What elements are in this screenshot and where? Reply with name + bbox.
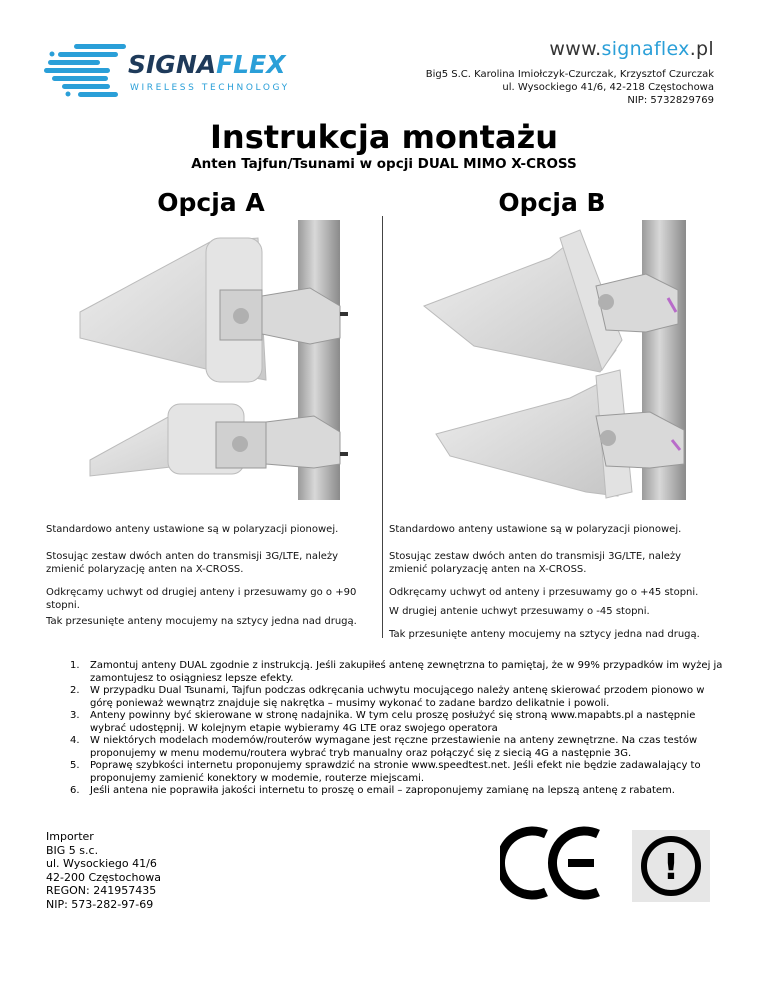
importer-info [46,830,161,911]
option-a-text-4: Tak przesunięte anteny mocujemy na sztycy jedna nad drugą. [46,616,357,627]
list-item [56,710,726,735]
logo-tagline: WIRELESS TECHNOLOGY [130,83,290,93]
url-highlight: signaflex [601,38,690,60]
importer-line: 42-200 Częstochowa [46,870,161,884]
company-info [426,68,714,107]
company-line: Big5 S.C. Karolina Imiołczyk-Czurczak, Krzysztof Czurczak [425,69,714,80]
logo-brand-right: FLEX [216,50,286,79]
logo-brand-left: SIGNA [128,50,217,79]
importer-line: BIG 5 s.c. [46,843,99,857]
option-b-text-4: W drugiej antenie uchwyt przesuwamy o -45 stopni. [389,606,650,617]
option-b-text-1: Standardowo anteny ustawione są w polaryzacji pionowej. [389,524,682,535]
list-item [56,660,726,685]
option-b-photo [410,220,710,500]
list-item [56,735,726,760]
logo-stripes [44,44,126,97]
option-b-text-3: Odkręcamy uchwyt od anteny i przesuwamy go o +45 stopni. [389,587,699,598]
ce-mark-icon [500,826,604,900]
step-text: W przypadku Dual Tsunami, Tajfun podczas odkręcania uchwytu mocującego należy antenę skierować przodem pionowo w górę ponieważ wewnątrz znajduje się nakrętka – musimy wykonać to zadane bardzo delikatnie i powoli. [90,685,705,709]
option-b-text-2: Stosując zestaw dwóch anten do transmisji 3G/LTE, należy zmienić polaryzację anten na X-CROSS. [389,551,682,575]
page-subtitle: Anten Tajfun/Tsunami w opcji DUAL MIMO X-CROSS [191,156,577,172]
warning-symbol: ! [662,847,680,888]
importer-line: ul. Wysockiego 41/6 [46,857,157,870]
step-text: Zamontuj anteny DUAL zgodnie z instrukcją. Jeśli zakupiłeś antenę zewnętrzna to pamiętaj, że w 99% przypadków im wyżej ja zamontujesz to osiągniesz lepsze efekty. [90,660,723,684]
option-a-text-3: Odkręcamy uchwyt od drugiej anteny i przesuwamy go o +90 stopni. [46,587,357,611]
website-url [549,38,714,60]
step-text: Jeśli antena nie poprawiła jakości internetu to proszę o email – zaproponujemy zamianę na lepszą antenę z rabatem. [90,785,675,796]
company-line: NIP: 5732829769 [627,95,714,106]
step-number: 6. [70,785,80,796]
list-item [56,760,726,785]
step-number: 4. [70,735,80,746]
step-text: Anteny powinny być skierowane w stronę nadajnika. W tym celu proszę posłużyć się stroną www.mapabts.pl a następnie wybrać udostępnij. W kolejnym etapie wybieramy 4G LTE oraz swojego operatora [90,710,696,734]
step-text: W niektórych modelach modemów/routerów wymagane jest ręczne przestawienie na anteny zewnętrzne. Na czas testów proponujemy w menu modemu/routera wybrać tryb manualny oraz połączyć się z siecią 4G a następnie 3G. [90,735,698,759]
page-title: Instrukcja montażu [210,118,558,156]
url-prefix: www. [549,38,602,60]
list-item [56,785,726,798]
option-b-text-5: Tak przesunięte anteny mocujemy na sztycy jedna nad drugą. [389,629,700,640]
step-text: Poprawę szybkości internetu proponujemy sprawdzić na stronie www.speedtest.net. Jeśli efekt nie będzie zadawalający to proponujemy zamienić konektory w modemie, routerze miejscami. [90,760,701,784]
step-number: 5. [70,760,80,771]
option-b-title: Opcja B [498,188,606,217]
option-a-title: Opcja A [157,188,265,217]
step-number: 2. [70,685,80,696]
url-suffix: .pl [689,38,714,60]
column-divider [382,216,383,638]
instruction-steps [56,660,726,798]
option-a-text-2: Stosując zestaw dwóch anten do transmisji 3G/LTE, należy zmienić polaryzację anten na X-CROSS. [46,551,339,575]
company-line: ul. Wysockiego 41/6, 42-218 Częstochowa [502,82,714,93]
option-a-photo [70,220,360,500]
signaflex-logo [44,38,304,102]
importer-line: REGON: 241957435 [46,884,157,897]
importer-line: Importer [46,830,94,843]
importer-line: NIP: 573-282-97-69 [46,897,154,911]
warning-mark-icon [632,830,710,902]
svg-text:SIGNAFLEX [128,50,287,79]
step-number: 3. [70,710,80,721]
option-a-text-1: Standardowo anteny ustawione są w polaryzacji pionowej. [46,524,339,535]
alert-circle-icon [632,830,710,902]
list-item [56,685,726,710]
step-number: 1. [70,660,80,671]
